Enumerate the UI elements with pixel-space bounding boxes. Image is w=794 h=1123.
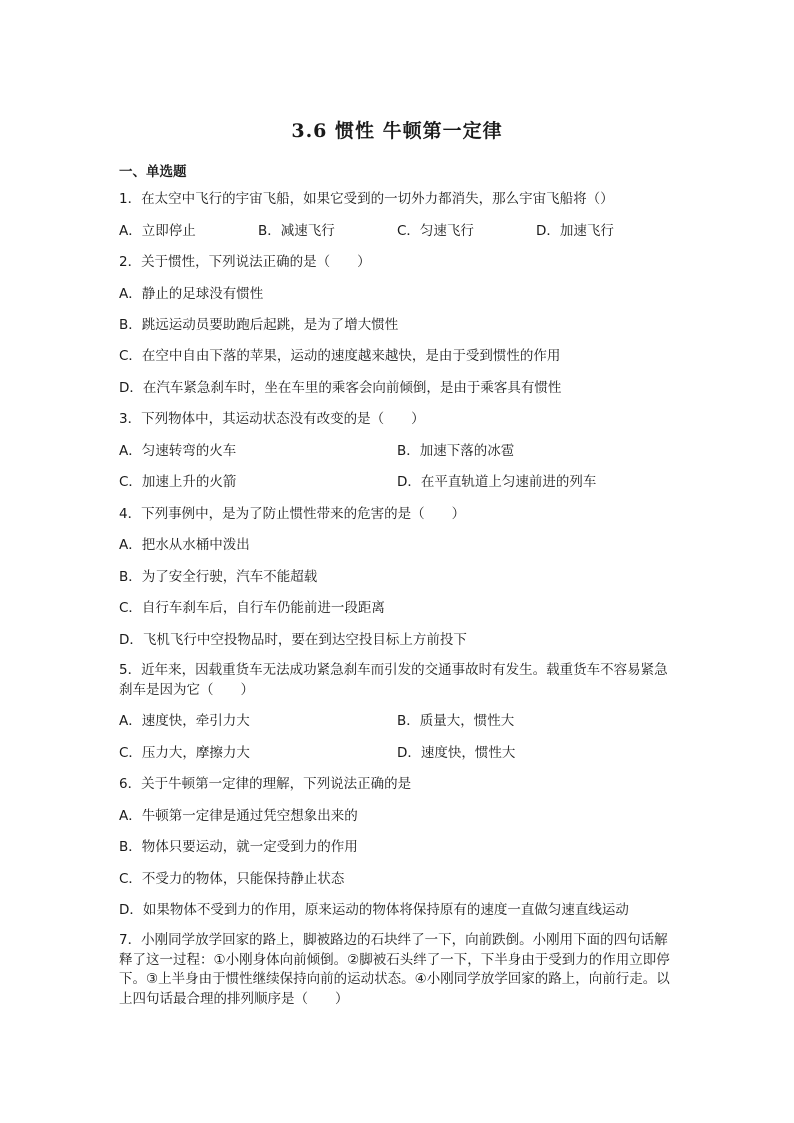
question-3-option-d: D．在平直轨道上匀速前进的列车 [397, 474, 597, 490]
question-1-option-c: C．匀速飞行 [397, 223, 474, 239]
question-3-stem: 3．下列物体中，其运动状态没有改变的是（ ） [119, 411, 425, 427]
question-7-stem: 7．小刚同学放学回家的路上，脚被路边的石块绊了一下，向前跌倒。小刚用下面的四句话解释了这一过程：①小刚身体向前倾倒。②脚被石头绊了一下，下半身由于受到力的作用立即停下。③上半身由于惯性继续保持向前的运动状态。④小刚同学放学回家的路上，向前行走。以上四句话最合理的排列顺序是（ ） [119, 932, 670, 1007]
question-2-option-b: B．跳远运动员要助跑后起跳，是为了增大惯性 [119, 317, 399, 333]
question-4-option-c: C．自行车刹车后，自行车仍能前进一段距离 [119, 600, 385, 616]
question-5-option-a: A．速度快，牵引力大 [119, 713, 250, 729]
question-6-option-b: B．物体只要运动，就一定受到力的作用 [119, 839, 358, 855]
question-4-option-d: D．飞机飞行中空投物品时，要在到达空投目标上方前投下 [119, 632, 467, 648]
question-6-stem: 6．关于牛顿第一定律的理解，下列说法正确的是 [119, 776, 412, 792]
question-1-option-a: A．立即停止 [119, 223, 196, 239]
question-1-option-d: D．加速飞行 [536, 223, 614, 239]
question-3-option-c: C．加速上升的火箭 [119, 474, 237, 490]
question-6-option-c: C．不受力的物体，只能保持静止状态 [119, 871, 345, 887]
question-5-option-c: C．压力大，摩擦力大 [119, 745, 250, 761]
question-4-option-b: B．为了安全行驶，汽车不能超载 [119, 569, 318, 585]
question-4-option-a: A．把水从水桶中泼出 [119, 537, 250, 553]
question-1-stem: 1．在太空中飞行的宇宙飞船，如果它受到的一切外力都消失，那么宇宙飞船将（） [119, 191, 614, 207]
section-heading: 一、单选题 [119, 164, 187, 180]
question-3-option-a: A．匀速转弯的火车 [119, 443, 237, 459]
question-6-option-d: D．如果物体不受到力的作用，原来运动的物体将保持原有的速度一直做匀速直线运动 [119, 902, 629, 918]
question-5-option-b: B．质量大，惯性大 [397, 713, 515, 729]
question-4-stem: 4．下列事例中，是为了防止惯性带来的危害的是（ ） [119, 506, 466, 522]
question-5-stem: 5．近年来，因载重货车无法成功紧急刹车而引发的交通事故时有发生。载重货车不容易紧急刹车是因为它（ ） [119, 662, 668, 698]
question-3-option-b: B．加速下落的冰雹 [397, 443, 515, 459]
question-1-option-b: B．减速飞行 [258, 223, 335, 239]
question-2-stem: 2．关于惯性，下列说法正确的是（ ） [119, 254, 371, 270]
page-title: 3.6 惯性 牛顿第一定律 [291, 120, 503, 142]
question-2-option-d: D．在汽车紧急刹车时，坐在车里的乘客会向前倾倒，是由于乘客具有惯性 [119, 380, 562, 396]
question-2-option-c: C．在空中自由下落的苹果，运动的速度越来越快，是由于受到惯性的作用 [119, 348, 561, 364]
question-2-option-a: A．静止的足球没有惯性 [119, 286, 264, 302]
question-5-option-d: D．速度快，惯性大 [397, 745, 516, 761]
question-6-option-a: A．牛顿第一定律是通过凭空想象出来的 [119, 808, 358, 824]
